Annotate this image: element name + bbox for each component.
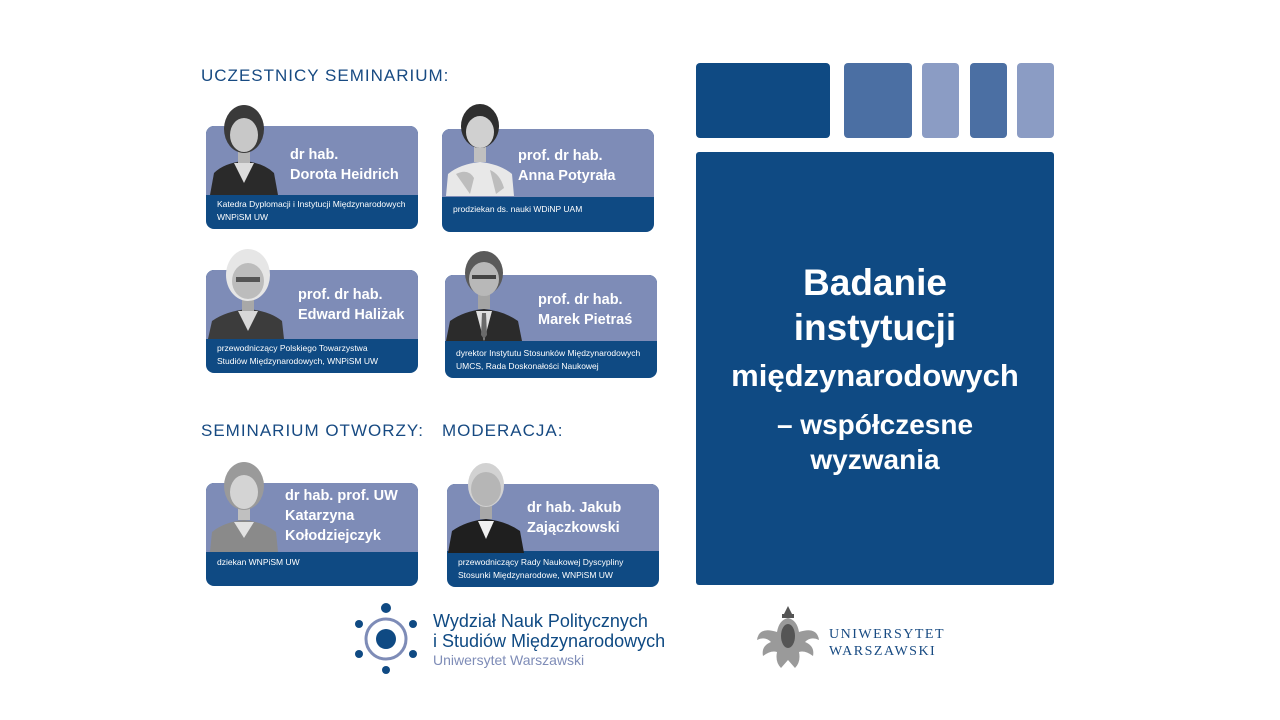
decor-block — [1017, 63, 1054, 138]
participants-heading: UCZESTNICY SEMINARIUM: — [201, 66, 450, 85]
faculty-logo-icon — [352, 602, 420, 674]
speaker-affiliation: prodziekan ds. nauki WDiNP UAM — [453, 204, 583, 214]
university-name: UNIWERSYTET WARSZAWSKI — [829, 627, 946, 659]
decor-block — [844, 63, 912, 138]
speaker-affiliation: przewodniczący Rady Naukowej Dyscypliny Stosunki Międzynarodowe, WNPiSM UW — [458, 557, 624, 580]
university-eagle-icon — [755, 602, 821, 674]
speaker-name: dr hab. prof. UW Katarzyna Kołodziejczyk — [285, 488, 398, 544]
portrait-pietras — [444, 243, 524, 341]
speaker-name: dr hab. Jakub Zajączkowski — [527, 500, 622, 536]
portrait-halizak — [206, 241, 286, 339]
speaker-name: prof. dr hab. Marek Pietraś — [538, 292, 633, 328]
speaker-name: prof. dr hab. Anna Potyrała — [518, 148, 616, 184]
speaker-affiliation: dyrektor Instytutu Stosunków Międzynarodowych UMCS, Rada Doskonałości Naukowej — [456, 348, 641, 371]
decor-block — [696, 63, 830, 138]
title-panel — [696, 152, 1054, 585]
speaker-affiliation: Katedra Dyplomacji i Instytucji Międzynarodowych WNPiSM UW — [217, 199, 406, 222]
speaker-name: dr hab. Dorota Heidrich — [290, 147, 399, 183]
portrait-zajaczkowski — [446, 455, 526, 553]
faculty-name: Wydział Nauk Politycznych i Studiów Międzynarodowych Uniwersytet Warszawski — [433, 611, 666, 668]
speaker-affiliation: przewodniczący Polskiego Towarzystwa Studiów Międzynarodowych, WNPiSM UW — [217, 343, 379, 366]
portrait-kolodziejczyk — [204, 454, 284, 552]
portrait-potyrala — [440, 98, 520, 196]
portrait-heidrich — [204, 97, 284, 195]
opening-heading: SEMINARIUM OTWORZY: — [201, 421, 424, 440]
speaker-name: prof. dr hab. Edward Haliżak — [298, 287, 405, 323]
speaker-affiliation: dziekan WNPiSM UW — [217, 557, 300, 567]
seminar-title: Badanie instytucji międzynarodowych – współczesne wyzwania — [731, 261, 1019, 475]
moderation-heading: MODERACJA: — [442, 421, 564, 440]
decor-block — [970, 63, 1007, 138]
decor-block — [922, 63, 959, 138]
